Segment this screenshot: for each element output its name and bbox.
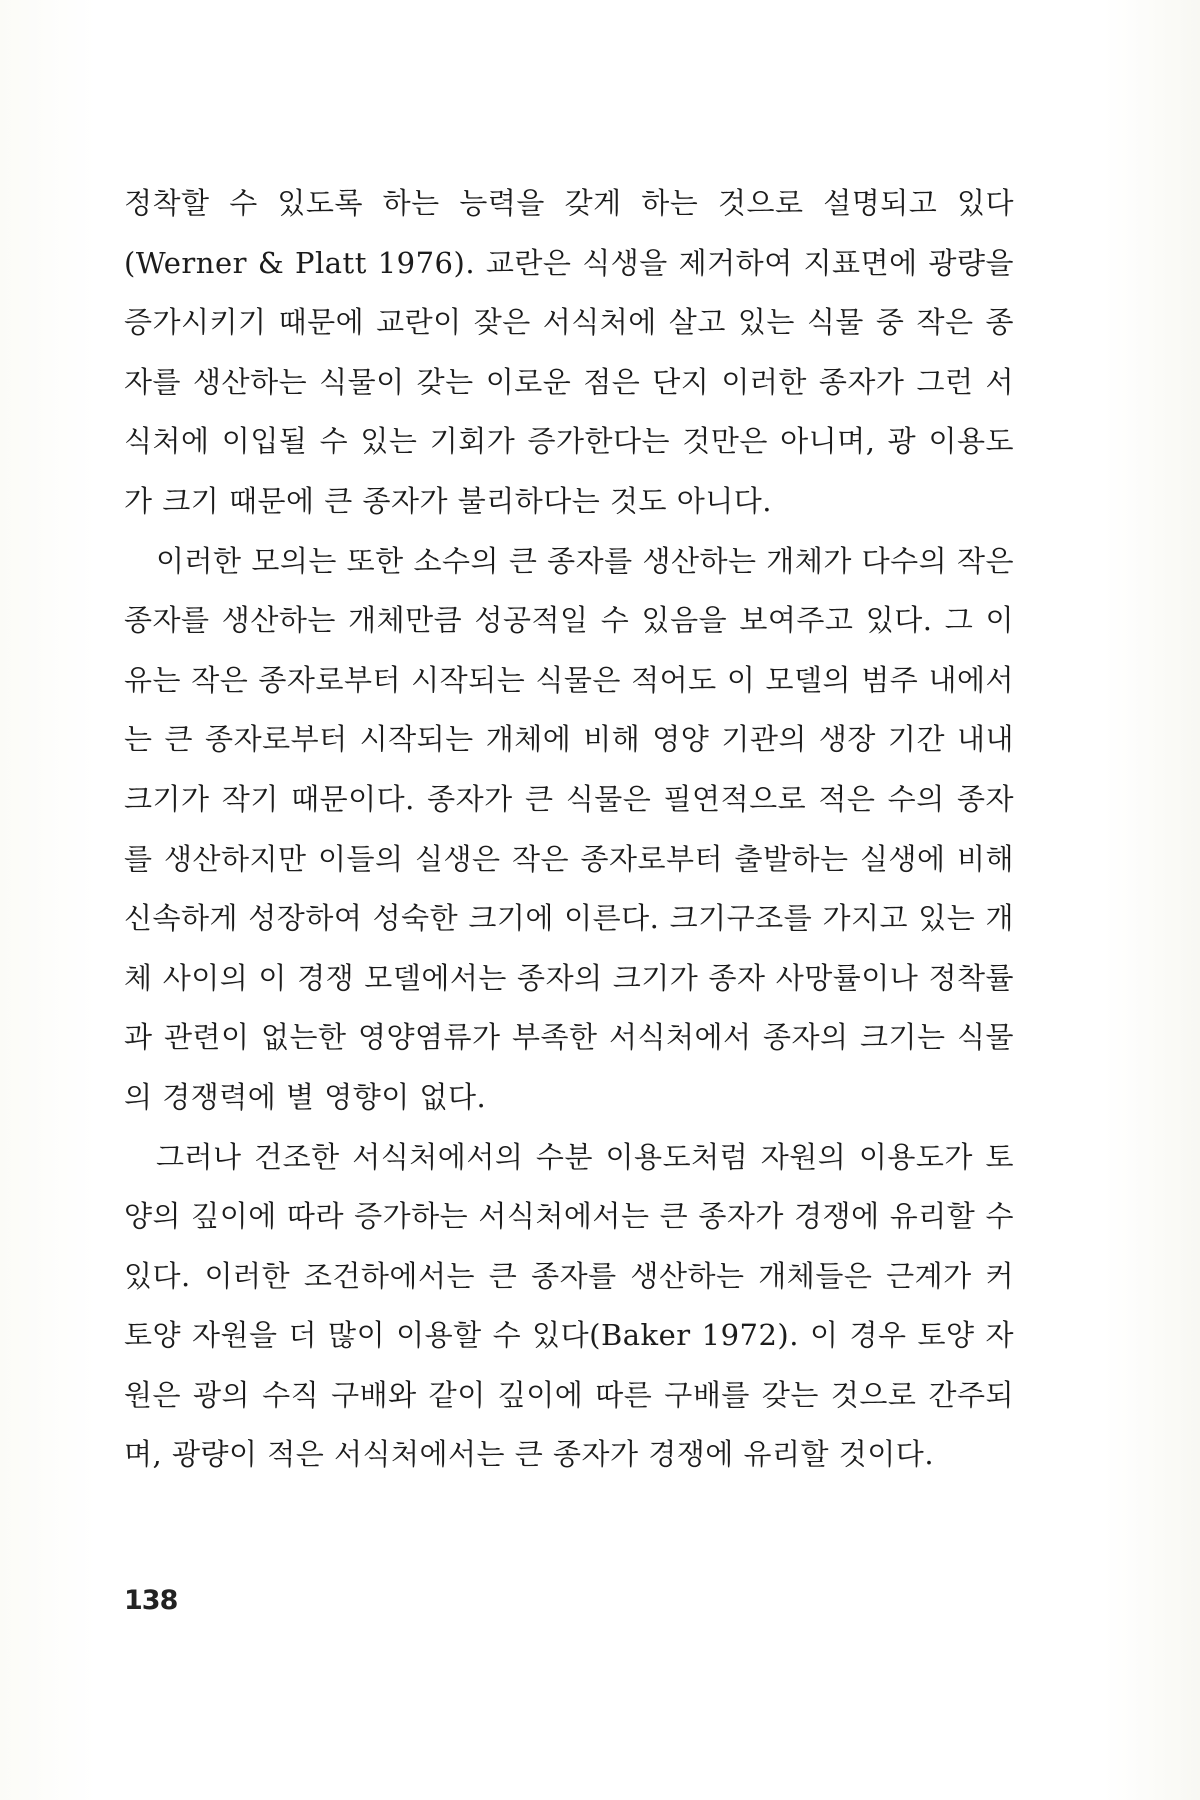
page-number: 138 bbox=[124, 1585, 178, 1616]
paragraph-2: 이러한 모의는 또한 소수의 큰 종자를 생산하는 개체가 다수의 작은 종자를 생산하는 개체만큼 성공적일 수 있음을 보여주고 있다. 그 이유는 작은 종자로부터 시작되는 식물은 적어도 이 모델의 범주 내에서는 큰 종자로부터 시작되는 개체에 비해 영양 기관의 생장 기간 내내 크기가 작기 때문이다. 종자가 큰 식물은 필연적으로 적은 수의 종자를 생산하지만 이들의 실생은 작은 종자로부터 출발하는 실생에 비해 신속하게 성장하여 성숙한 크기에 이른다. 크기구조를 가지고 있는 개체 사이의 이 경쟁 모델에서는 종자의 크기가 종자 사망률이나 정착률과 관련이 없는한 영양염류가 부족한 서식처에서 종자의 크기는 식물의 경쟁력에 별 영향이 없다. bbox=[124, 543, 1014, 1114]
paragraph-3: 그러나 건조한 서식처에서의 수분 이용도처럼 자원의 이용도가 토양의 깊이에 따라 증가하는 서식처에서는 큰 종자가 경쟁에 유리할 수 있다. 이러한 조건하에서는 큰 종자를 생산하는 개체들은 근계가 커 토양 자원을 더 많이 이용할 수 있다(Baker 1972). 이 경우 토양 자원은 광의 수직 구배와 같이 깊이에 따른 구배를 갖는 것으로 간주되며, 광량이 적은 서식처에서는 큰 종자가 경쟁에 유리할 것이다. bbox=[124, 1139, 1014, 1472]
body-text bbox=[124, 174, 1014, 1485]
paragraph-1: 정착할 수 있도록 하는 능력을 갖게 하는 것으로 설명되고 있다(Werner & Platt 1976). 교란은 식생을 제거하여 지표면에 광량을 증가시키기 때문에 교란이 잦은 서식처에 살고 있는 식물 중 작은 종자를 생산하는 식물이 갖는 이로운 점은 단지 이러한 종자가 그런 서식처에 이입될 수 있는 기회가 증가한다는 것만은 아니며, 광 이용도가 크기 때문에 큰 종자가 불리하다는 것도 아니다. bbox=[124, 186, 1014, 518]
